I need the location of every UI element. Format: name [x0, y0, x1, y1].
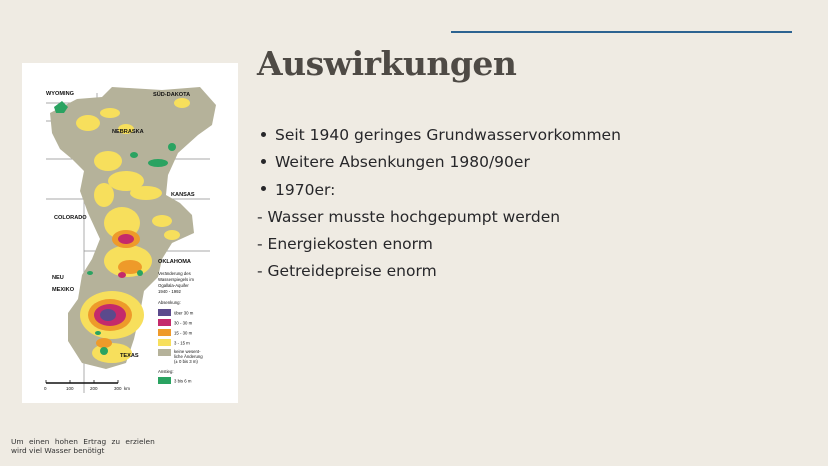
label-neu: NEU: [52, 275, 64, 281]
label-nebraska: NEBRASKA: [112, 129, 144, 135]
label-wyoming: WYOMING: [46, 91, 74, 97]
bullet-item: Weitere Absenkungen 1980/90er: [257, 151, 757, 178]
legend-label: keine wesent-: [174, 349, 201, 354]
bullet-list: [257, 124, 757, 288]
dash-item: - Wasser musste hochgepumpt werden: [257, 207, 561, 226]
legend-label: (± 0 bis 3 m): [174, 359, 198, 364]
dash-item: - Energiekosten enorm: [257, 235, 433, 254]
label-oklahoma: OKLAHOMA: [158, 259, 191, 265]
aquifer-map: [22, 63, 238, 403]
legend-swatch-no-change: [158, 349, 171, 356]
footnote-line: Um einen hohen Ertrag zu erzielen: [11, 437, 155, 446]
scale-tick-label: 200: [90, 386, 98, 391]
legend-title-line: Veränderung des: [158, 271, 191, 276]
scale-tick-label: 0: [44, 386, 47, 391]
bullet-item: 1970er:: [257, 179, 757, 206]
label-mexiko: MEXIKO: [52, 287, 75, 293]
legend-swatch-3-15: [158, 339, 171, 346]
legend-swatch-15-30: [158, 329, 171, 336]
legend-title-line: Wasserspiegels im: [158, 277, 194, 282]
legend-absenkung-label: Absenkung:: [158, 300, 181, 305]
legend-label: über 30 m: [174, 310, 194, 316]
accent-rule: [451, 31, 792, 33]
legend-anstieg-label: Anstieg:: [158, 369, 174, 374]
legend-swatch-30: [158, 319, 171, 326]
footnote: [11, 437, 155, 455]
legend-label: 30 - 30 m: [174, 320, 193, 326]
scale-tick-label: 100: [66, 386, 74, 391]
legend-label: 3 bis 6 m: [174, 378, 192, 384]
label-sued-dakota: SÜD-DAKOTA: [153, 92, 191, 98]
scale-unit: km: [124, 386, 130, 391]
legend-swatch-over-30: [158, 309, 171, 316]
bullet-dot-icon: [261, 186, 266, 191]
bullet-dot-icon: [261, 159, 266, 164]
slide-title: Auswirkungen: [257, 44, 517, 83]
label-texas: TEXAS: [120, 353, 139, 359]
legend-label: 15 - 30 m: [174, 330, 193, 336]
legend-swatch-rise: [158, 377, 171, 384]
bullet-item: Seit 1940 geringes Grundwasservorkommen: [257, 124, 757, 151]
legend-title-line: Ogallala-Aquifer: [158, 283, 189, 288]
scale-bar: [44, 380, 130, 391]
bullet-dot-icon: [261, 132, 266, 137]
label-kansas: KANSAS: [171, 192, 195, 198]
decline-over-30-areas: [100, 309, 116, 321]
scale-tick-label: 300: [114, 386, 122, 391]
dash-item: - Getreidepreise enorm: [257, 262, 437, 281]
label-colorado: COLORADO: [54, 215, 87, 221]
legend-title-line: 1940 - 1992: [158, 289, 181, 294]
legend-label: 3 - 15 m: [174, 340, 190, 346]
footnote-line: wird viel Wasser benötigt: [11, 446, 105, 455]
map-legend: [158, 271, 203, 384]
aquifer-map-svg: [22, 63, 238, 403]
legend-label: liche Änderung: [174, 354, 203, 359]
